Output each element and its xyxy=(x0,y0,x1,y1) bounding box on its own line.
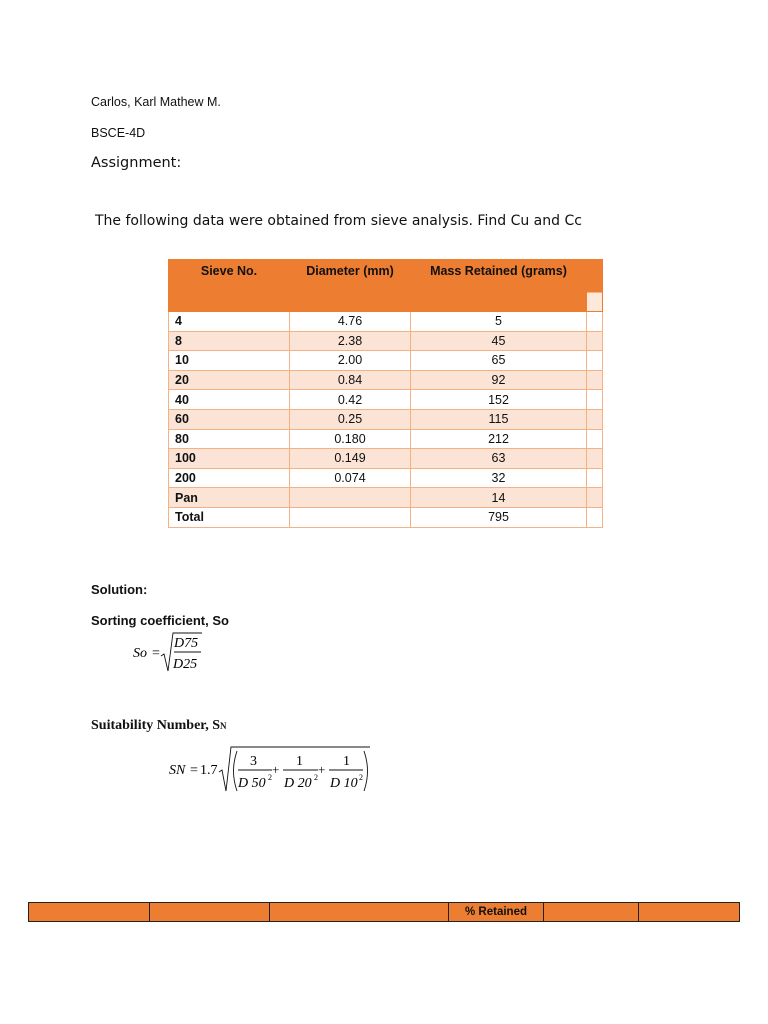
diameter-cell: 2.38 xyxy=(290,331,411,351)
sn-equals: = xyxy=(190,763,198,778)
assignment-heading: Assignment: xyxy=(91,155,182,171)
retained-summary-table xyxy=(28,902,740,922)
extra-cell xyxy=(587,331,603,351)
so-denominator: D25 xyxy=(173,657,198,672)
extra-cell xyxy=(587,390,603,410)
extra-cell xyxy=(587,468,603,488)
mass-retained-cell: 63 xyxy=(411,449,587,469)
sieve-no-cell: 80 xyxy=(169,429,290,449)
header-diameter: Diameter (mm) xyxy=(290,260,411,312)
sorting-coefficient-label: Sorting coefficient, So xyxy=(91,613,229,628)
diameter-cell: 0.84 xyxy=(290,370,411,390)
diameter-cell: 0.25 xyxy=(290,409,411,429)
sn-term3-exp: 2 xyxy=(359,773,363,782)
sn-term2-exp: 2 xyxy=(314,773,318,782)
extra-cell xyxy=(587,370,603,390)
summary-cell xyxy=(150,903,270,922)
summary-cell xyxy=(544,903,639,922)
table-row xyxy=(169,409,603,429)
mass-retained-cell: 65 xyxy=(411,351,587,371)
so-equals: = xyxy=(152,646,160,661)
mass-retained-cell: 32 xyxy=(411,468,587,488)
suitability-number-equation xyxy=(166,744,376,796)
mass-retained-cell: 152 xyxy=(411,390,587,410)
diameter-cell xyxy=(290,507,411,527)
summary-cell xyxy=(270,903,449,922)
so-lhs: So xyxy=(133,646,147,661)
sn-term1-num: 3 xyxy=(250,754,257,769)
table-row xyxy=(169,449,603,469)
diameter-cell: 0.074 xyxy=(290,468,411,488)
sn-coefficient: 1.7 xyxy=(200,763,218,778)
table-row xyxy=(169,331,603,351)
table-row xyxy=(169,468,603,488)
header-sieve-no: Sieve No. xyxy=(169,260,290,312)
extra-cell xyxy=(587,312,603,332)
course-section: BSCE-4D xyxy=(91,126,146,140)
diameter-cell: 4.76 xyxy=(290,312,411,332)
sn-lhs: SN xyxy=(169,763,186,778)
sieve-no-cell: 4 xyxy=(169,312,290,332)
sieve-no-cell: 100 xyxy=(169,449,290,469)
header-extra-cell xyxy=(587,260,603,312)
suitability-number-label: Suitability Number, SN xyxy=(91,718,227,733)
extra-cell xyxy=(587,409,603,429)
extra-cell xyxy=(587,488,603,508)
diameter-cell xyxy=(290,488,411,508)
sieve-no-cell: Pan xyxy=(169,488,290,508)
percent-retained-header: % Retained xyxy=(449,903,544,922)
table-row xyxy=(169,390,603,410)
sn-term3-den: D 10 xyxy=(330,776,358,791)
so-numerator: D75 xyxy=(174,636,199,651)
extra-cell xyxy=(587,429,603,449)
extra-cell xyxy=(587,507,603,527)
sieve-no-cell: 200 xyxy=(169,468,290,488)
sn-plus-1: + xyxy=(272,762,280,777)
table-header-row xyxy=(169,260,603,312)
header-mass-retained: Mass Retained (grams) xyxy=(411,260,587,312)
sn-term2-num: 1 xyxy=(296,754,303,769)
sn-term3-num: 1 xyxy=(343,754,350,769)
sieve-no-cell: 60 xyxy=(169,409,290,429)
sieve-no-cell: 20 xyxy=(169,370,290,390)
sieve-no-cell: 40 xyxy=(169,390,290,410)
table-row xyxy=(169,312,603,332)
sieve-no-cell: 8 xyxy=(169,331,290,351)
summary-cell xyxy=(639,903,740,922)
table-row xyxy=(169,488,603,508)
mass-retained-cell: 14 xyxy=(411,488,587,508)
sn-term1-exp: 2 xyxy=(268,773,272,782)
sieve-analysis-table xyxy=(168,259,603,528)
diameter-cell: 0.42 xyxy=(290,390,411,410)
mass-retained-cell: 115 xyxy=(411,409,587,429)
summary-header-row xyxy=(29,903,740,922)
extra-cell xyxy=(587,449,603,469)
student-name: Carlos, Karl Mathew M. xyxy=(91,95,221,109)
sorting-coefficient-equation xyxy=(130,630,220,676)
problem-statement: The following data were obtained from sieve analysis. Find Cu and Cc xyxy=(95,213,582,229)
diameter-cell: 2.00 xyxy=(290,351,411,371)
table-row xyxy=(169,370,603,390)
diameter-cell: 0.149 xyxy=(290,449,411,469)
mass-retained-cell: 5 xyxy=(411,312,587,332)
sieve-no-cell: 10 xyxy=(169,351,290,371)
sn-term2-den: D 20 xyxy=(284,776,312,791)
table-row xyxy=(169,429,603,449)
extra-cell xyxy=(587,351,603,371)
diameter-cell: 0.180 xyxy=(290,429,411,449)
mass-retained-cell: 212 xyxy=(411,429,587,449)
sieve-no-cell: Total xyxy=(169,507,290,527)
solution-heading: Solution: xyxy=(91,582,148,597)
mass-retained-cell: 45 xyxy=(411,331,587,351)
sn-plus-2: + xyxy=(318,762,326,777)
sn-term1-den: D 50 xyxy=(238,776,266,791)
table-row xyxy=(169,507,603,527)
mass-retained-cell: 795 xyxy=(411,507,587,527)
table-row xyxy=(169,351,603,371)
summary-cell xyxy=(29,903,150,922)
mass-retained-cell: 92 xyxy=(411,370,587,390)
